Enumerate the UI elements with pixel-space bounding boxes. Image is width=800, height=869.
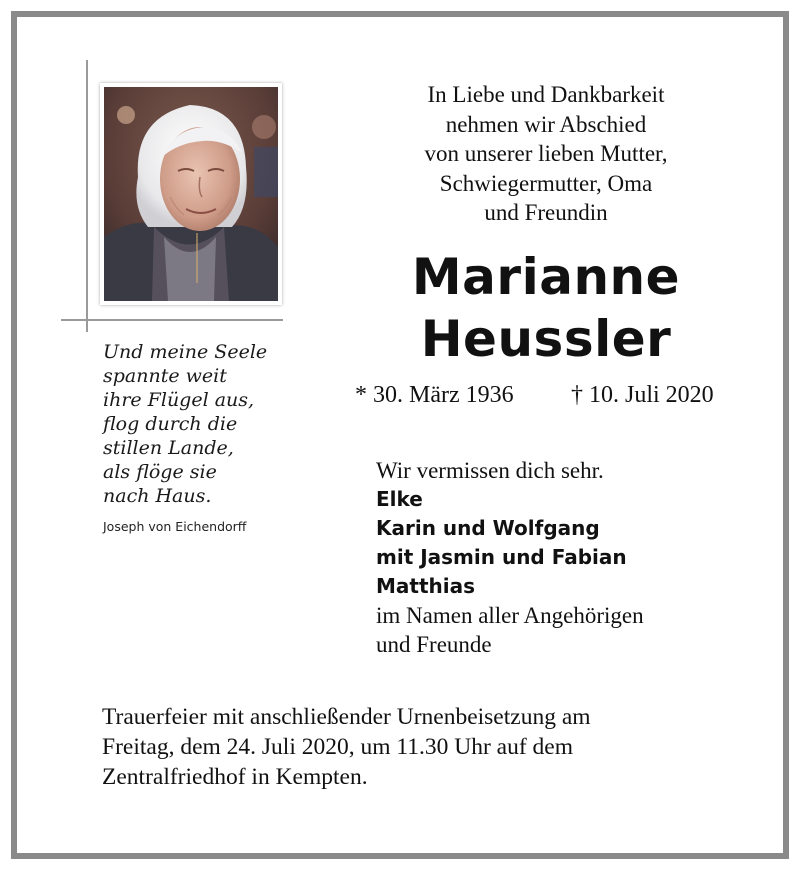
signoff-closing: und Freunde xyxy=(376,632,492,657)
birth-date: * 30. März 1936 xyxy=(355,382,514,408)
last-name: Heussler xyxy=(420,310,672,368)
poem-line: nach Haus. xyxy=(103,485,212,507)
service-line: Freitag, dem 24. Juli 2020, um 11.30 Uhr auf dem xyxy=(102,734,574,760)
mourner-name: Elke xyxy=(376,487,423,511)
vertical-rule xyxy=(86,60,88,332)
intro-text xyxy=(372,80,720,228)
poem-line: ihre Flügel aus, xyxy=(103,389,255,411)
deceased-name xyxy=(372,246,720,370)
intro-line: und Freundin xyxy=(484,200,608,225)
intro-line: Schwiegermutter, Oma xyxy=(439,170,653,196)
intro-line: von unserer lieben Mutter, xyxy=(424,141,668,166)
portrait-photo-frame xyxy=(100,83,282,305)
service-line: Zentralfriedhof in Kempten. xyxy=(102,764,368,790)
service-line: Trauerfeier mit anschließender Urnenbeisetzung am xyxy=(102,704,591,730)
poem xyxy=(103,340,293,508)
poem-line: stillen Lande, xyxy=(103,437,234,459)
portrait-photo xyxy=(104,87,278,301)
mourner-name: Karin und Wolfgang xyxy=(376,516,600,540)
horizontal-rule xyxy=(61,319,283,321)
mourner-name: Matthias xyxy=(376,574,476,598)
poem-line: flog durch die xyxy=(103,413,238,435)
signoff xyxy=(376,456,756,659)
poem-line: Und meine Seele xyxy=(103,341,268,363)
intro-line: nehmen wir Abschied xyxy=(445,111,647,137)
poem-line: spannte weit xyxy=(103,365,227,387)
signoff-closing: im Namen aller Angehörigen xyxy=(376,603,644,628)
mourner-name: mit Jasmin und Fabian xyxy=(376,545,627,569)
poem-line: als flöge sie xyxy=(103,461,217,483)
intro-line: In Liebe und Dankbarkeit xyxy=(427,82,665,107)
life-dates xyxy=(355,380,755,410)
funeral-service-notice xyxy=(102,702,722,792)
signoff-opening: Wir vermissen dich sehr. xyxy=(376,458,604,483)
poem-author: Joseph von Eichendorff xyxy=(103,519,247,534)
death-date: † 10. Juli 2020 xyxy=(571,382,714,408)
first-name: Marianne xyxy=(411,248,681,306)
